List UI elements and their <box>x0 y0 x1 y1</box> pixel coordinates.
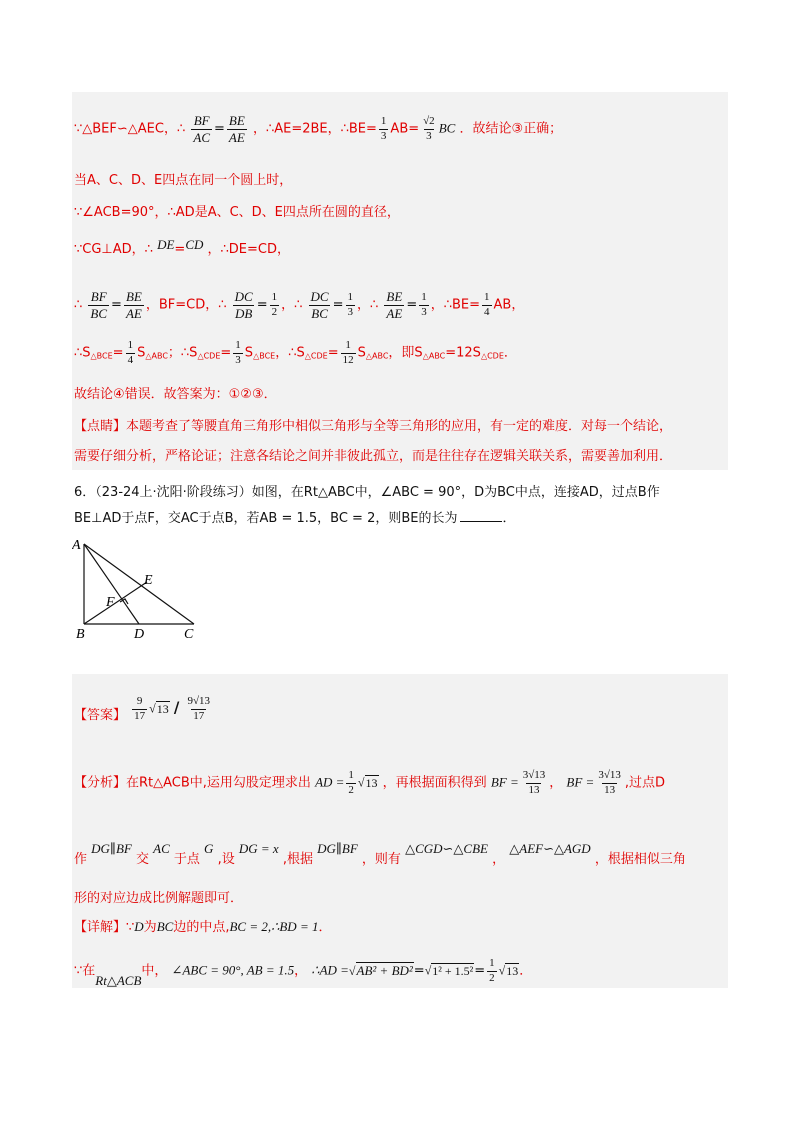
problem-line-1: 6．（23-24上·沈阳·阶段练习）如图，在Rt△ABC中，∠ABC = 90°，D为BC中点，连接AD，过点B作 <box>74 485 660 500</box>
analysis-line-1: 【分析】在Rt△ACB中,运用勾股定理求出 AD = $\frac{1}{2}$ √13 ，再根据面积得到 BF = $\frac{3√13}{13}$ ， BF = $\frac{3√13}{13}$ ,过点D <box>74 769 666 796</box>
analysis-line-3: 形的对应边成比例解题即可． <box>74 891 244 906</box>
label-C: C <box>184 627 194 642</box>
solution-line-3: ∵∠ACB=90°，∴AD是A、C、D、E四点所在圆的直径， <box>74 205 400 220</box>
analysis-line-2: 作 DG∥BF 交 AC 于点 G ,设 DG = x ,根据 DG∥BF ，则有 △CGD∽△CBE ， △AEF∽△AGD ，根据相似三角 <box>74 841 686 867</box>
label-B: B <box>76 627 85 642</box>
answer-blank <box>460 521 502 522</box>
solution-line-5: ∴ $\frac{BF}{BC}$ = $\frac{BE}{AE}$ ，BF=CD，∴ $\frac{DC}{DB}$ = $\frac{1}{2}$ ，∴ $\frac{DC}{BC}$ = $\frac{1}{3}$ ，∴ $\frac{BE}{AE}$ = $\frac{1}{3}$ ，∴BE= $\frac{1}{4}$ AB， <box>74 289 525 321</box>
triangle-figure <box>72 538 212 648</box>
solution-block-top <box>72 92 728 470</box>
solution-line-2: 当A、C、D、E四点在同一个圆上时， <box>74 173 293 188</box>
label-E: E <box>144 573 153 588</box>
label-A: A <box>72 538 81 553</box>
detail-line-2: ∵在Rt△ACB中， ∠ABC = 90°, AB = 1.5， ∴AD =√AB² + BD²=√1² + 1.5²= $\frac{1}{2}$ √13． <box>74 957 533 988</box>
label-F: F <box>106 595 115 610</box>
comment-line-2: 需要仔细分析，严格论证；注意各结论之间并非彼此孤立，而是往往存在逻辑关联关系，需要善加利用． <box>74 449 673 464</box>
answer-line: 【答案】 $\frac{9}{17}$ √13 / $\frac{9√13}{17}$ <box>74 695 211 723</box>
solution-line-1: ∵△BEF∽△AEC，∴ $\frac{BF}{AC}$ = $\frac{BE}{AE}$ ，∴AE=2BE，∴BE= $\frac{1}{3}$ AB= $\frac{√2}{3}$ BC ．故结论③正确； <box>74 113 563 145</box>
comment-line-1: 【点睛】本题考查了等腰直角三角形中相似三角形与全等三角形的应用，有一定的难度．对每一个结论， <box>74 419 673 434</box>
label-D: D <box>134 627 145 642</box>
solution-line-6: $\therefore S_{\triangle BCE}=$ $\frac{1}{4}$ $S_{\triangle ABC}$；$\therefore S_{\triangle CDE}=$ $\frac{1}{3}$ $S_{\triangle BCE}$，$\therefore S_{\triangle CDE}=$ $\frac{1}{12}$ $S_{\triangle ABC}$，即$S_{\triangle ABC}=12S_{\triangle CDE}$． <box>74 339 517 366</box>
solution-line-7: 故结论④错误．故答案为：①②③． <box>74 387 277 402</box>
solution-line-4: ∵CG⊥AD，∴ DE=CD ，∴DE=CD， <box>74 237 290 257</box>
problem-line-2: BE⊥AD于点F，交AC于点B，若AB = 1.5，BC = 2，则BE的长为 ． <box>74 511 516 526</box>
detail-line-1: 【详解】∵D为BC边的中点,BC = 2,∴BD = 1． <box>74 919 332 935</box>
